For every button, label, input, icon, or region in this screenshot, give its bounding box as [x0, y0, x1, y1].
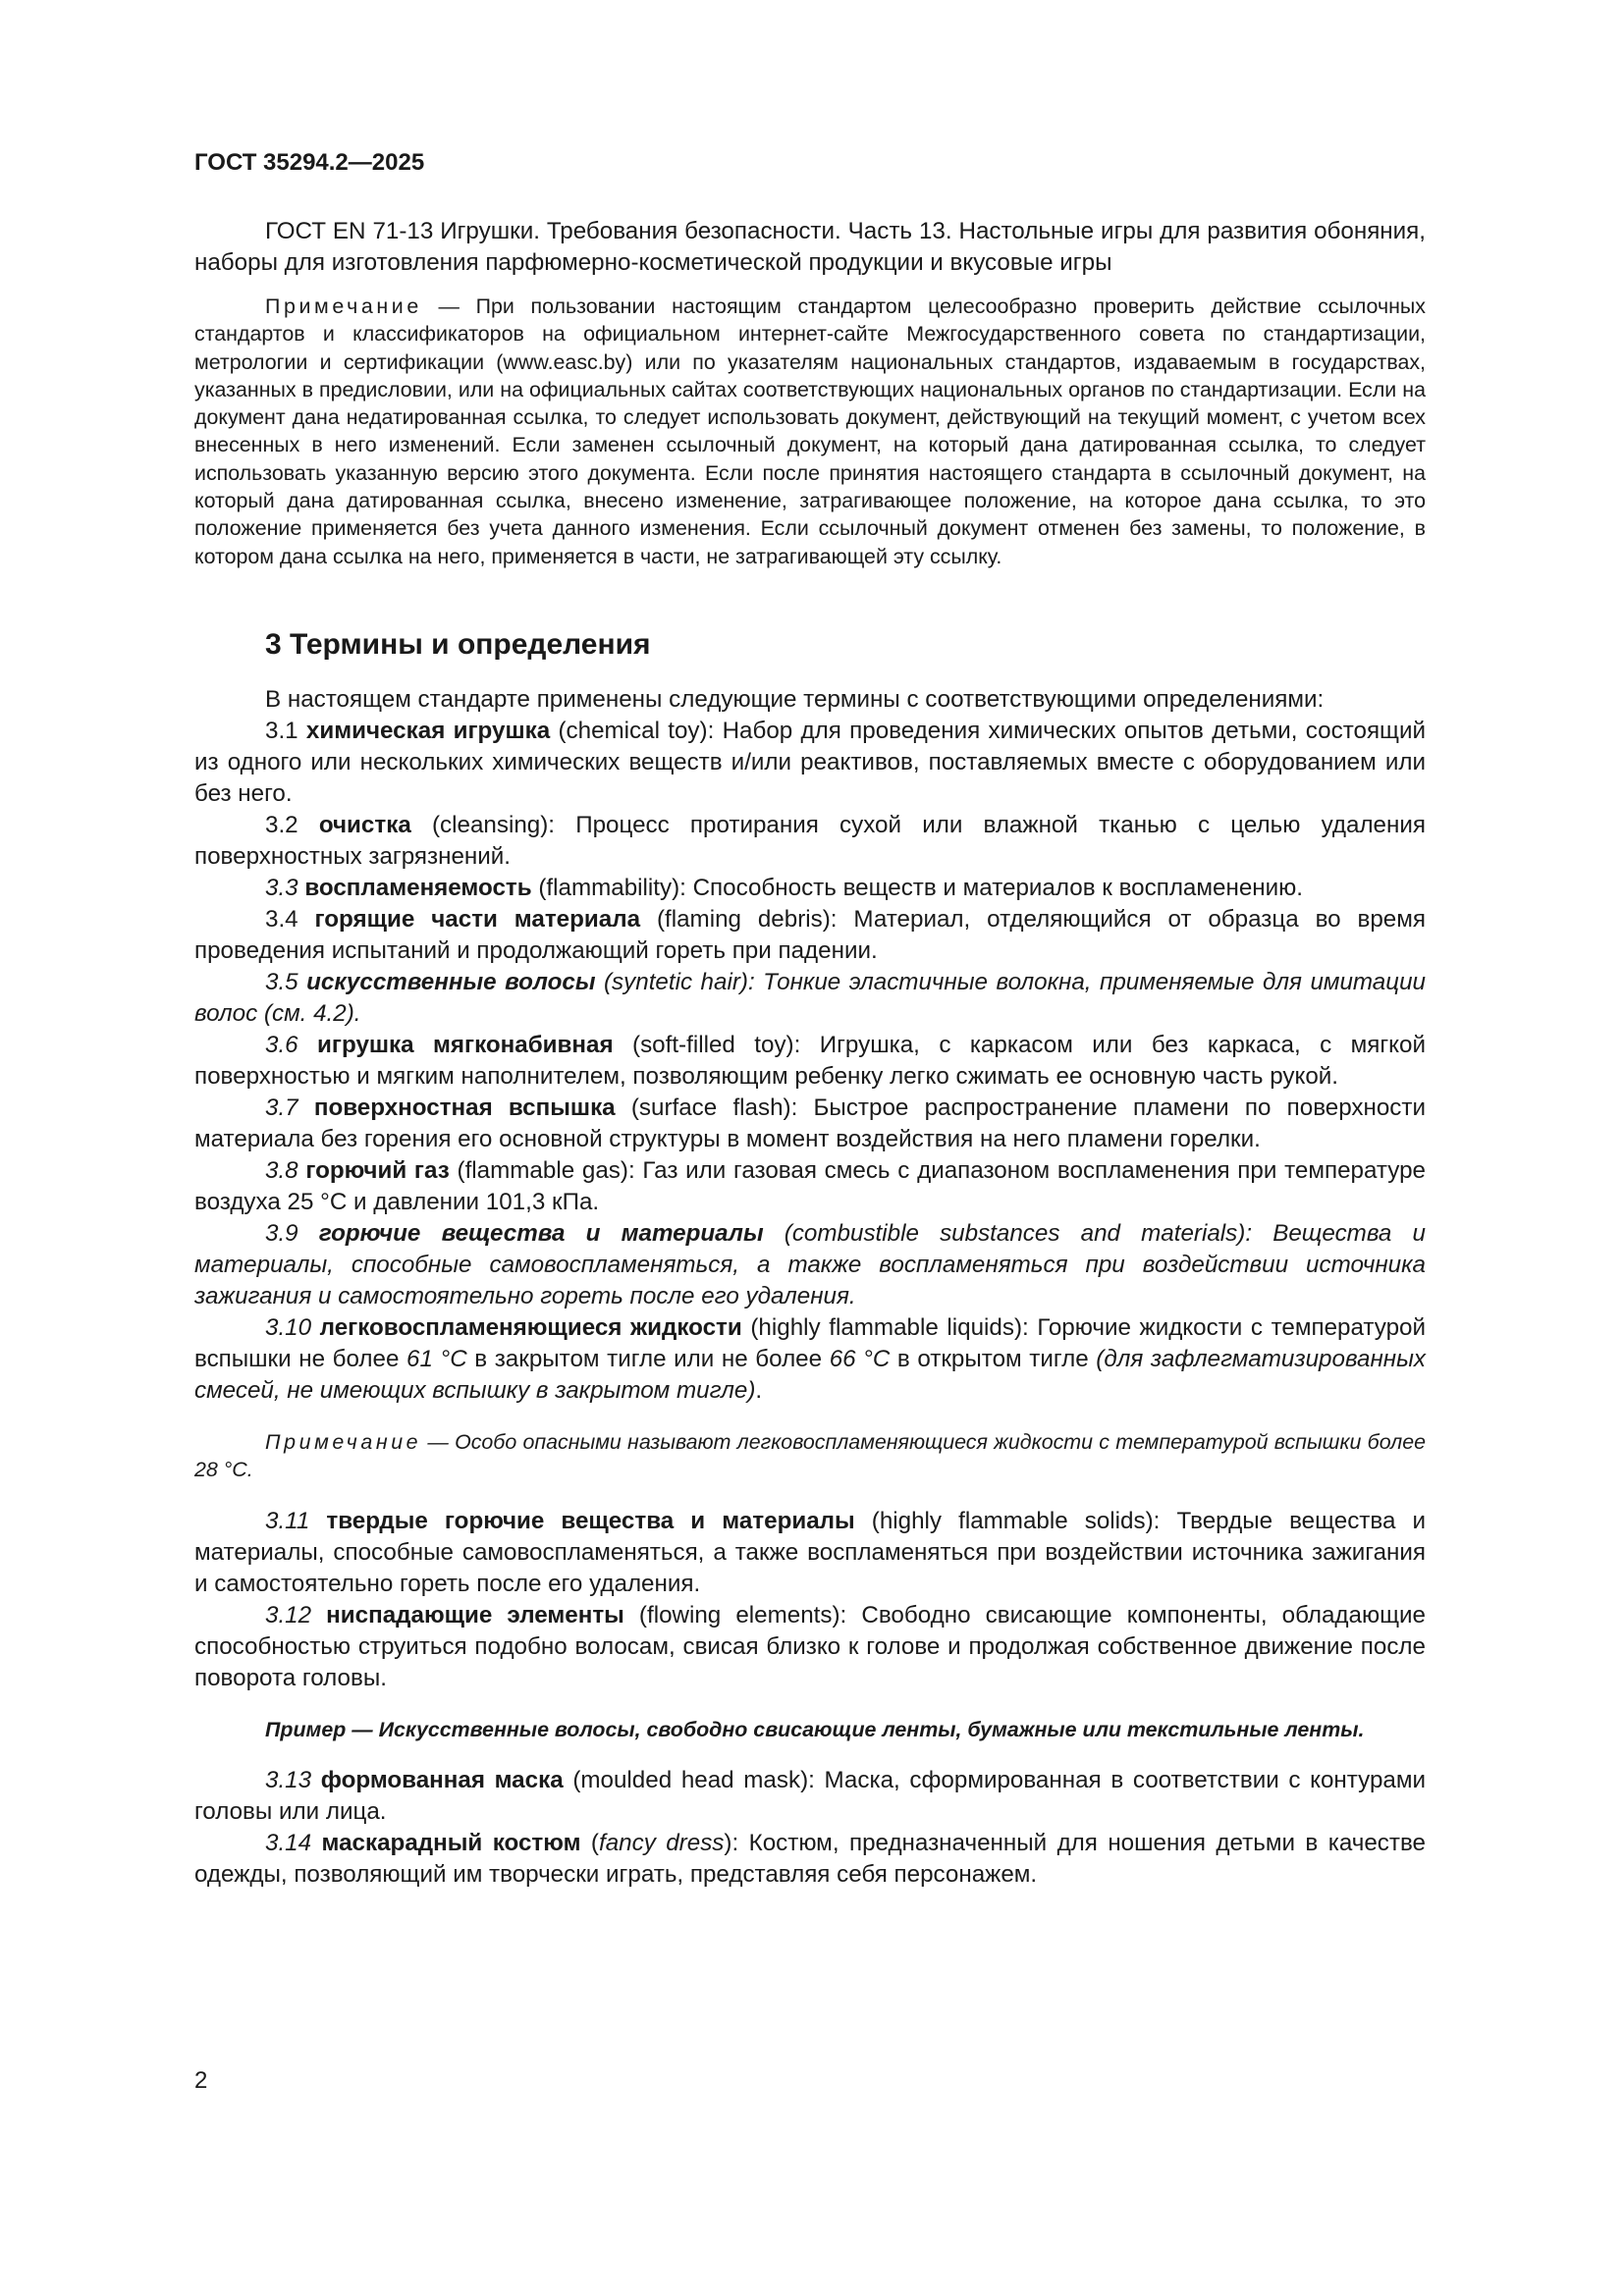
term-3-6: 3.6 игрушка мягконабивная (soft-filled toy): Игрушка, с каркасом или без каркаса, с мягкой поверхностью и мягким наполнителем, позволяющим ребенку легко сжимать ее основную часть рукой.	[194, 1031, 1426, 1090]
term-name: формованная маска	[311, 1766, 564, 1793]
term-name: маскарадный костюм	[311, 1829, 581, 1856]
note-label: Примечание	[265, 294, 422, 318]
term-definition: (cleansing): Процесс протирания сухой или влажной тканью с целью удаления поверхностных загрязнений.	[194, 811, 1426, 870]
page-number: 2	[194, 2067, 208, 2094]
term-name: игрушка мягконабивная	[298, 1031, 614, 1058]
note-text: Особо опасными называют легковоспламеняющиеся жидкости с температурой вспышки более 28 °C.	[194, 1429, 1426, 1482]
term-definition: (chemical toy): Набор для проведения химических опытов детьми, состоящий из одного или нескольких химических веществ и/или реактивов, поставляемых вместе с оборудованием или без него.	[194, 717, 1426, 807]
term-3-8: 3.8 горючий газ (flammable gas): Газ или газовая смесь с диапазоном воспламенения при температуре воздуха 25 °C и давлении 101,3 кПа.	[194, 1156, 1426, 1215]
reference-paragraph: ГОСТ EN 71-13 Игрушки. Требования безопасности. Часть 13. Настольные игры для развития обоняния, наборы для изготовления парфюмерно-косметической продукции и вкусовые игры	[194, 218, 1426, 276]
term-3-12: 3.12 ниспадающие элементы (flowing elements): Свободно свисающие компоненты, обладающие способностью струиться подобно волосам, свисая близко к голове и продолжая собственное движение после поворота головы.	[194, 1601, 1426, 1691]
term-definition: (highly flammable solids): Твердые вещества и материалы, способные самовоспламеняться, а также воспламеняться при воздействии источника зажигания и самостоятельно гореть после его удаления.	[194, 1507, 1427, 1597]
term-definition: (syntetic hair): Тонкие эластичные волокна, применяемые для имитации волос (см. 4.2).	[194, 968, 1426, 1027]
term-name: химическая игрушка	[305, 717, 551, 744]
term-name: искусственные волосы	[306, 968, 596, 995]
term-3-7: 3.7 поверхностная вспышка (surface flash): Быстрое распространение пламени по поверхности материала без горения его основной структуры в момент воздействия на него пламени горелки.	[194, 1094, 1426, 1152]
term-name: легковоспламеняющиеся жидкости	[311, 1313, 742, 1341]
note-text: При пользовании настоящим стандартом целесообразно проверить действие ссылочных стандартов и классификаторов на официальном интернет-сайте Межгосударственного совета по стандартизации, метрологии и сертификации (www.easc.by) или по указателям национальных стандартов, издаваемым в государствах, указанных в предисловии, или на официальных сайтах соответствующих национальных органов по стандартизации. Если на документ дана недатированная ссылка, то следует использовать документ, действующий на текущий момент, с учетом всех внесенных в него изменений. Если заменен ссылочный документ, на который дана датированная ссылка, то следует использовать указанную версию этого документа. Если после принятия настоящего стандарта в ссылочный документ, на который дана датированная ссылка, внесено изменение, затрагивающее положение, на которое дана ссылка, то это положение применяется без учета данного изменения. Если ссылочный документ отменен без замены, то положение, в котором дана ссылка на него, применяется в части, не затрагивающей эту ссылку.	[194, 294, 1427, 568]
term-definition: (moulded head mask): Маска, сформированная в соответствии с контурами головы или лица.	[194, 1766, 1427, 1825]
term-3-10: 3.10 легковоспламеняющиеся жидкости (highly flammable liquids): Горючие жидкости с температурой вспышки не более 61 °C в закрытом тигле или не более 66 °C в открытом тигле (для зафлегматизированных смесей, не имеющих вспышку в закрытом тигле).	[194, 1313, 1427, 1404]
term-definition: (flaming debris): Материал, отделяющийся от образца во время проведения испытаний и продолжающий гореть при падении.	[194, 905, 1426, 964]
term-definition: (surface flash): Быстрое распространение пламени по поверхности материала без горения его основной структуры в момент воздействия на него пламени горелки.	[194, 1094, 1426, 1152]
term-3-11: 3.11 твердые горючие вещества и материалы (highly flammable solids): Твердые вещества и материалы, способные самовоспламеняться, а также воспламеняться при воздействии источника зажигания и самостоятельно гореть после его удаления.	[194, 1507, 1427, 1597]
term-definition: (flowing elements): Свободно свисающие компоненты, обладающие способностью струиться подобно волосам, свисая близко к голове и продолжая собственное движение после поворота головы.	[194, 1601, 1426, 1691]
term-name: горючий газ	[298, 1156, 450, 1184]
term-name: ниспадающие элементы	[311, 1601, 624, 1629]
term-name: горючие вещества и материалы	[318, 1219, 764, 1247]
term-definition: (combustible substances and materials): Вещества и материалы, способные самовоспламеняться, а также воспламеняться при воздействии источника зажигания и самостоятельно гореть после его удаления.	[194, 1219, 1426, 1309]
note-flammable-liquids: Примечание — Особо опасными называют легковоспламеняющиеся жидкости с температурой вспышки более 28 °C.	[194, 1429, 1426, 1482]
document-header: ГОСТ 35294.2—2025	[194, 149, 425, 176]
term-definition: (soft-filled toy): Игрушка, с каркасом или без каркаса, с мягкой поверхностью и мягким наполнителем, позволяющим ребенку легко сжимать ее основную часть рукой.	[194, 1031, 1426, 1090]
term-3-5: 3.5 искусственные волосы (syntetic hair): Тонкие эластичные волокна, применяемые для имитации волос (см. 4.2).	[194, 968, 1426, 1027]
note-label: Примечание	[265, 1429, 422, 1454]
section-title: 3 Термины и определения	[265, 627, 651, 661]
section-intro: В настоящем стандарте применены следующие термины с соответствующими определениями:	[265, 685, 1325, 713]
example-note	[194, 1716, 1426, 1743]
term-3-14: 3.14 маскарадный костюм (fancy dress): Костюм, предназначенный для ношения детьми в качестве одежды, позволяющий им творчески играть, представляя себя персонажем.	[194, 1829, 1426, 1888]
term-3-13: 3.13 формованная маска (moulded head mask): Маска, сформированная в соответствии с контурами головы или лица.	[194, 1766, 1427, 1825]
term-name: поверхностная вспышка	[298, 1094, 616, 1121]
term-name: очистка	[318, 811, 411, 838]
term-3-2: 3.2 очистка (cleansing): Процесс протирания сухой или влажной тканью с целью удаления поверхностных загрязнений.	[194, 811, 1426, 870]
document-page	[194, 147, 1426, 1891]
note-references: Примечание — При пользовании настоящим стандартом целесообразно проверить действие ссылочных стандартов и классификаторов на официальном интернет-сайте Межгосударственного совета по стандартизации, метрологии и сертификации (www.easc.by) или по указателям национальных стандартов, издаваемым в государствах, указанных в предисловии, или на официальных сайтах соответствующих национальных органов по стандартизации. Если на документ дана недатированная ссылка, то следует использовать документ, действующий на текущий момент, с учетом всех внесенных в него изменений. Если заменен ссылочный документ, на который дана датированная ссылка, то следует использовать указанную версию этого документа. Если после принятия настоящего стандарта в ссылочный документ, на который дана датированная ссылка, внесено изменение, затрагивающее положение, на которое дана ссылка, то это положение применяется без учета данного изменения. Если ссылочный документ отменен без замены, то положение, в котором дана ссылка на него, применяется в части, не затрагивающей эту ссылку.	[194, 294, 1427, 568]
term-3-4: 3.4 горящие части материала (flaming debris): Материал, отделяющийся от образца во время проведения испытаний и продолжающий гореть при падении.	[194, 905, 1426, 964]
example-text: Пример — Искусственные волосы, свободно свисающие ленты, бумажные или текстильные ленты.	[265, 1717, 1365, 1741]
term-3-9: 3.9 горючие вещества и материалы (combustible substances and materials): Вещества и материалы, способные самовоспламеняться, а также воспламеняться при воздействии источника зажигания и самостоятельно гореть после его удаления.	[194, 1219, 1426, 1309]
term-3-1: 3.1 химическая игрушка (chemical toy): Набор для проведения химических опытов детьми, состоящий из одного или нескольких химических веществ и/или реактивов, поставляемых вместе с оборудованием или без него.	[194, 717, 1426, 807]
term-3-3: 3.3 воспламеняемость (flammability): Способность веществ и материалов к воспламенению.	[265, 874, 1304, 901]
term-definition: (flammability): Способность веществ и материалов к воспламенению.	[531, 874, 1304, 901]
term-name: твердые горючие вещества и материалы	[309, 1507, 855, 1534]
term-name: горящие части материала	[314, 905, 641, 933]
term-name: воспламеняемость	[298, 874, 532, 901]
term-definition: (flammable gas): Газ или газовая смесь с диапазоном воспламенения при температуре воздуха 25 °C и давлении 101,3 кПа.	[194, 1156, 1426, 1215]
